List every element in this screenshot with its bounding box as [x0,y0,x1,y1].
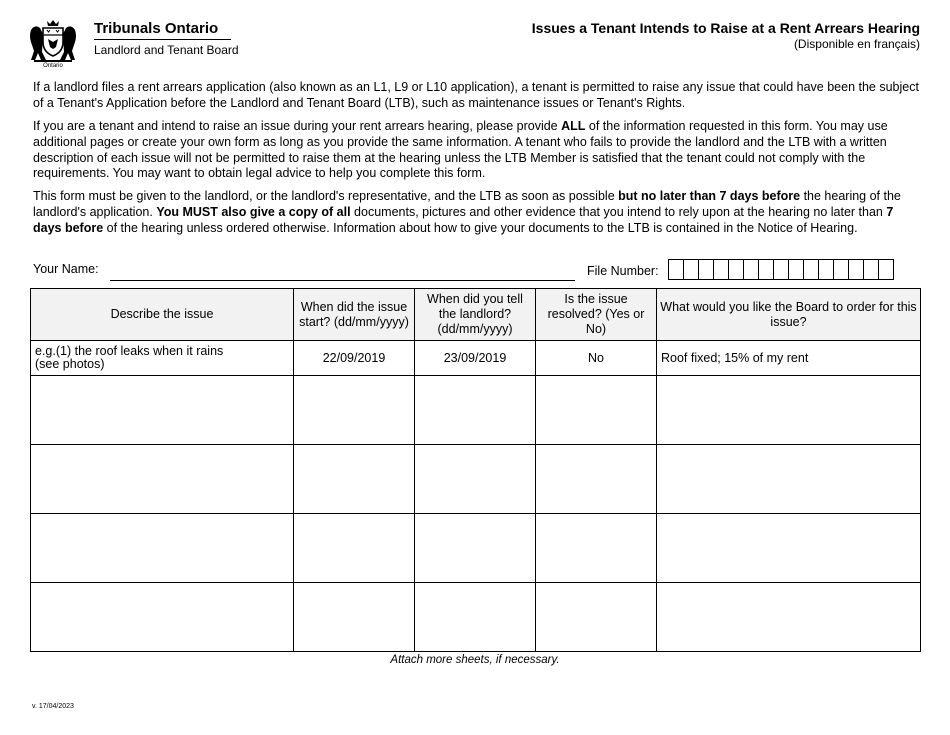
example-row [31,341,921,376]
file-number-digit-box[interactable] [668,259,684,280]
file-number-digit-box[interactable] [758,259,774,280]
order-cell[interactable] [657,514,921,583]
header-told-landlord: When did you tell the landlord? (dd/mm/yyyy) [415,289,536,341]
file-number-digit-box[interactable] [683,259,699,280]
file-number-digit-box[interactable] [818,259,834,280]
told-date-cell[interactable] [415,514,536,583]
example-resolved-cell: No [536,341,657,376]
start-date-cell[interactable] [294,583,415,652]
resolved-cell[interactable] [536,376,657,445]
order-cell[interactable] [657,445,921,514]
example-order-cell: Roof fixed; 15% of my rent [657,341,921,376]
your-name-field[interactable] [110,280,575,281]
form-version: v. 17/04/2023 [32,703,74,710]
table-row [31,583,921,652]
order-cell[interactable] [657,376,921,445]
table-row [31,514,921,583]
file-number-digit-box[interactable] [833,259,849,280]
issue-cell[interactable] [31,583,294,652]
file-number-digit-box[interactable] [788,259,804,280]
file-number-digit-box[interactable] [878,259,894,280]
org-divider [94,39,231,40]
intro-paragraph-1: If a landlord files a rent arrears application (also known as an L1, L9 or L10 application), a tenant is permitted to raise any issue that could have been the subject of a Tenant's Application before the Landlord and Tenant Board (LTB), such as maintenance issues or Tenant's Rights. [33,80,919,110]
start-date-cell[interactable] [294,376,415,445]
header-issue-resolved: Is the issue resolved? (Yes or No) [536,289,657,341]
order-cell[interactable] [657,583,921,652]
logo-caption: Ontario [43,63,63,69]
table-row [31,376,921,445]
told-date-cell[interactable] [415,376,536,445]
file-number-digit-box[interactable] [713,259,729,280]
your-name-label: Your Name: [33,262,99,276]
ontario-coat-of-arms-logo [28,18,78,72]
org-subtitle: Landlord and Tenant Board [94,43,239,57]
p3-text-a: This form must be given to the landlord, or the landlord's representative, and the LTB as soon as possible [33,189,619,203]
p3-emphasis-deadline: but no later than 7 days before [618,189,801,203]
table-header-row [31,289,921,341]
p2-text-a: If you are a tenant and intend to raise an issue during your rent arrears hearing, please provide [33,119,562,133]
file-number-digit-box[interactable] [698,259,714,280]
resolved-cell[interactable] [536,583,657,652]
issues-table [30,288,921,652]
told-date-cell[interactable] [415,445,536,514]
example-start-cell: 22/09/2019 [294,341,415,376]
issue-cell[interactable] [31,445,294,514]
p3-emphasis-days: 7 days before [33,204,894,235]
told-date-cell[interactable] [415,583,536,652]
intro-paragraph-3 [33,189,923,236]
resolved-cell[interactable] [536,445,657,514]
header-describe-issue: Describe the issue [31,289,294,341]
example-issue-line-2: (see photos) [35,357,105,371]
file-number-field[interactable] [668,259,894,280]
p3-emphasis-must: You MUST also give a copy of all [156,204,351,219]
org-name: Tribunals Ontario [94,20,219,37]
example-told-cell: 23/09/2019 [415,341,536,376]
attach-sheets-note: Attach more sheets, if necessary. [390,654,560,666]
p2-emphasis-all: ALL [561,119,586,133]
file-number-digit-box[interactable] [848,259,864,280]
issue-cell[interactable] [31,376,294,445]
example-issue-line-1: e.g.(1) the roof leaks when it rains [35,344,224,358]
issue-cell[interactable] [31,514,294,583]
file-number-digit-box[interactable] [863,259,879,280]
p3-text-g: of the hearing unless ordered otherwise. Information about how to give your documents to the LTB is contained in the Notice of Hearing. [103,220,858,235]
p3-text-c: the hearing of the landlord's application. [33,189,901,219]
p2-text-c: of the information requested in this form. You may use additional pages or create your own form as long as you provide the same information. A tenant who fails to provide the landlord and the LTB with a written description of each issue will not be permitted to raise them at the hearing unless the LTB Member is satisfied that the tenant could not comply with the requirements. You may want to obtain legal advice to help you complete this form. [33,119,888,181]
table-row [31,445,921,514]
example-issue-cell [31,341,294,376]
file-number-digit-box[interactable] [803,259,819,280]
file-number-digit-box[interactable] [728,259,744,280]
start-date-cell[interactable] [294,514,415,583]
file-number-digit-box[interactable] [773,259,789,280]
coat-of-arms-icon [28,18,78,64]
form-title: Issues a Tenant Intends to Raise at a Rent Arrears Hearing [531,20,920,36]
header-board-order: What would you like the Board to order for this issue? [657,289,921,341]
file-number-label: File Number: [587,264,659,278]
file-number-digit-box[interactable] [743,259,759,280]
language-note: (Disponible en français) [793,37,920,51]
p3-text-e: documents, pictures and other evidence that you intend to rely upon at the hearing no later than [350,204,887,219]
header-issue-start: When did the issue start? (dd/mm/yyyy) [294,289,415,341]
start-date-cell[interactable] [294,445,415,514]
resolved-cell[interactable] [536,514,657,583]
intro-paragraph-2 [33,119,923,182]
